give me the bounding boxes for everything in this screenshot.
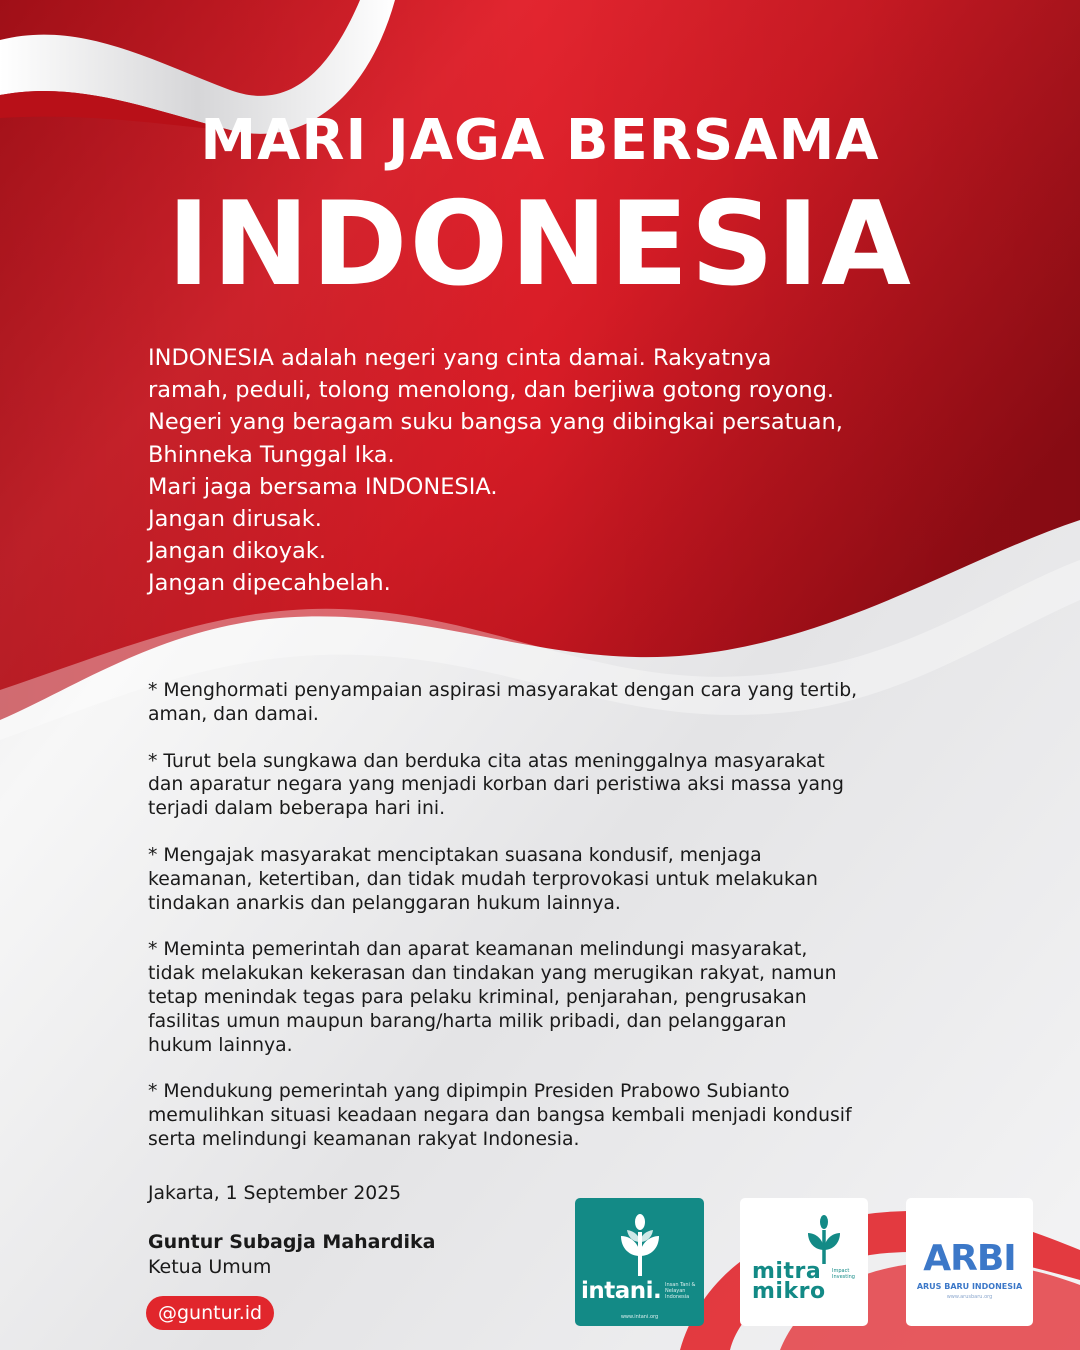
point-line: aman, dan damai.: [148, 703, 319, 725]
intro-line: Jangan dipecahbelah.: [148, 570, 391, 597]
point-line: * Mendukung pemerintah yang dipimpin Presiden Prabowo Subianto: [148, 1081, 790, 1103]
intani-tagline: Insan Tani & Nelayan Indonesia: [665, 1282, 696, 1300]
statement-point: [148, 1080, 948, 1151]
arbi-logo: [906, 1198, 1033, 1326]
point-line: tetap menindak tegas para pelaku kriminal, penjarahan, pengrusakan: [148, 986, 807, 1008]
point-line: hukum lainnya.: [148, 1034, 293, 1056]
mitra-word-line: mitra: [752, 1259, 822, 1284]
intro-line: INDONESIA adalah negeri yang cinta damai. Rakyatnya: [148, 345, 772, 371]
point-line: terjadi dalam beberapa hari ini.: [148, 798, 446, 820]
point-line: keamanan, ketertiban, dan tidak mudah terprovokasi untuk melakukan: [148, 868, 818, 890]
intro-line: Jangan dirusak.: [148, 506, 322, 533]
statement-point: [148, 679, 948, 727]
point-line: * Meminta pemerintah dan aparat keamanan melindungi masyarakat,: [148, 939, 808, 961]
point-line: * Mengajak masyarakat menciptakan suasana kondusif, menjaga: [148, 844, 762, 866]
social-handle-badge[interactable]: @guntur.id: [146, 1296, 274, 1330]
point-line: tindakan anarkis dan pelanggaran hukum lainnya.: [148, 892, 621, 914]
intani-wordmark: intani.: [581, 1278, 662, 1304]
intro-paragraph: [148, 342, 968, 600]
point-line: fasilitas umun maupun barang/harta milik pribadi, dan pelanggaran: [148, 1010, 787, 1032]
statement-point: [148, 938, 948, 1057]
mitra-mikro-logo: [740, 1198, 868, 1326]
place-date: Jakarta, 1 September 2025: [148, 1183, 402, 1204]
intro-line: Bhinneka Tunggal Ika.: [148, 441, 395, 468]
sprout-icon: [613, 1212, 667, 1278]
arbi-tagline: ARUS BARU INDONESIA: [916, 1282, 1023, 1291]
point-line: serta melindungi keamanan rakyat Indonesia.: [148, 1128, 580, 1150]
intani-url: www.intani.org: [620, 1314, 659, 1320]
mitra-word-line: mikro: [752, 1279, 826, 1304]
arbi-wordmark: ARBI: [923, 1238, 1016, 1279]
intro-line: Jangan dikoyak.: [148, 538, 326, 565]
point-line: dan aparatur negara yang menjadi korban dari peristiwa aksi massa yang: [148, 774, 844, 796]
statement-points: [148, 679, 948, 1175]
point-line: memulihkan situasi keadaan negara dan bangsa kembali menjadi kondusif: [148, 1105, 852, 1127]
mitra-mikro-wordmark: [752, 1259, 826, 1304]
intani-logo: [575, 1198, 704, 1326]
mitra-tagline: Impact Investing: [832, 1268, 855, 1280]
arbi-url: www.arusbaru.org: [946, 1294, 993, 1300]
statement-point: [148, 844, 948, 915]
intro-line: Mari jaga bersama INDONESIA.: [148, 473, 498, 500]
point-line: tidak melakukan kekerasan dan tindakan yang merugikan rakyat, namun: [148, 963, 837, 985]
signer-name: Guntur Subagja Mahardika: [148, 1231, 436, 1253]
headline-line-1: MARI JAGA BERSAMA: [200, 108, 880, 173]
headline-line-2: INDONESIA: [167, 177, 913, 312]
intro-line: Negeri yang beragam suku bangsa yang dibingkai persatuan,: [148, 409, 843, 436]
intro-line: ramah, peduli, tolong menolong, dan berjiwa gotong royong.: [148, 377, 835, 404]
statement-point: [148, 750, 948, 821]
point-line: * Menghormati penyampaian aspirasi masyarakat dengan cara yang tertib,: [148, 680, 858, 701]
point-line: * Turut bela sungkawa dan berduka cita atas meninggalnya masyarakat: [148, 750, 825, 772]
signer-role: Ketua Umum: [148, 1256, 272, 1278]
